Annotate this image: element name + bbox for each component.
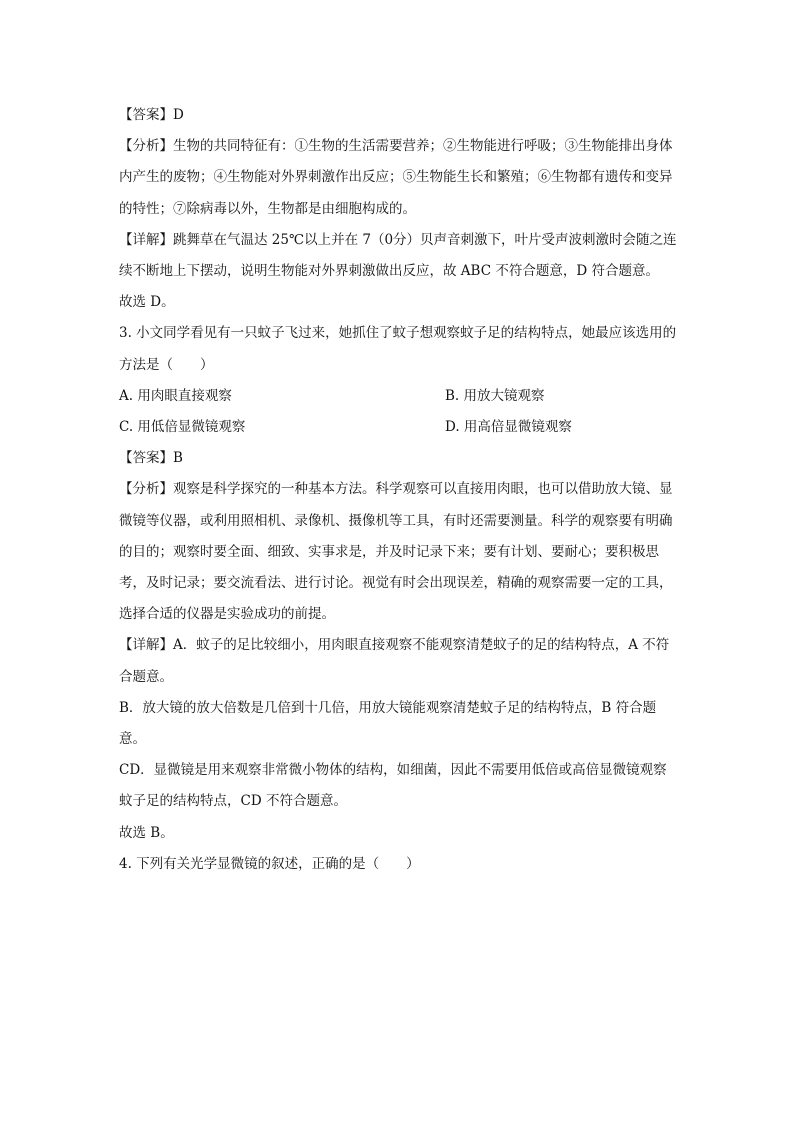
detail-text: 跳舞草在气温达 25℃以上并在 7（0分）贝声音刺激下，叶片受声波刺激时会随之连续不断地上下摆动，说明生物能对外界刺激做出反应，故 ABC 不符合题意，D 符合题意。 — [119, 231, 677, 280]
detail-label: 【详解】 — [119, 231, 173, 248]
document-body — [119, 100, 679, 880]
q2-answer — [119, 100, 679, 131]
analysis-label: 【分析】 — [119, 481, 173, 498]
option-c: C. 用低倍显微镜观察 — [119, 419, 246, 436]
analysis-text: 生物的共同特征有：①生物的生活需要营养；②生物能进行呼吸；③生物能排出身体内产生的废物；④生物能对外界刺激作出反应；⑤生物能生长和繁殖；⑥生物都有遗传和变异的特性；⑦除病毒以外，生物都是由细胞构成的。 — [119, 138, 673, 217]
q2-conclusion: 故选 D。 — [119, 294, 175, 311]
q3-answer — [119, 443, 679, 474]
q4-stem: 4. 下列有关光学显微镜的叙述，正确的是（ ） — [119, 855, 420, 872]
option-a: A. 用肉眼直接观察 — [119, 387, 232, 404]
q3-conclusion: 故选 B。 — [119, 824, 174, 841]
analysis-text: 观察是科学探究的一种基本方法。科学观察可以直接用肉眼，也可以借助放大镜、显微镜等仪器，或利用照相机、录像机、摄像机等工具，有时还需要测量。科学的观察要有明确的目的；观察时要全面、细致、实事求是，并及时记录下来；要有计划、要耐心；要积极思考，及时记录；要交流看法、进行讨论。视觉有时会出现误差，精确的观察需要一定的工具，选择合适的仪器是实验成功的前提。 — [119, 481, 673, 623]
answer-value: B — [173, 450, 183, 467]
q3-detail-a — [119, 630, 679, 692]
q3-detail-cd: CD．显微镜是用来观察非常微小物体的结构，如细菌，因此不需要用低倍或高倍显微镜观察蚊子足的结构特点，CD 不符合题意。 — [119, 762, 667, 810]
detail-a-text: A．蚊子的足比较细小，用肉眼直接观察不能观察清楚蚊子的足的结构特点，A 不符合题意。 — [119, 637, 670, 685]
q2-detail — [119, 225, 679, 287]
q3-detail-b: B．放大镜的放大倍数是几倍到十几倍，用放大镜能观察清楚蚊子足的结构特点，B 符合题意。 — [119, 699, 657, 748]
q3-analysis — [119, 474, 679, 630]
q3-stem: 3. 小文同学看见有一只蚊子飞过来，她抓住了蚊子想观察蚊子足的结构特点，她最应该选用的方法是（ ） — [119, 325, 677, 373]
option-d: D. 用高倍显微镜观察 — [445, 419, 572, 436]
analysis-label: 【分析】 — [119, 138, 173, 155]
option-b: B. 用放大镜观察 — [445, 387, 545, 404]
answer-label: 【答案】 — [119, 107, 173, 123]
q3-options — [119, 381, 679, 443]
q2-analysis — [119, 131, 679, 225]
detail-label: 【详解】 — [119, 637, 173, 654]
answer-label: 【答案】 — [119, 450, 173, 467]
answer-value: D — [173, 107, 184, 123]
